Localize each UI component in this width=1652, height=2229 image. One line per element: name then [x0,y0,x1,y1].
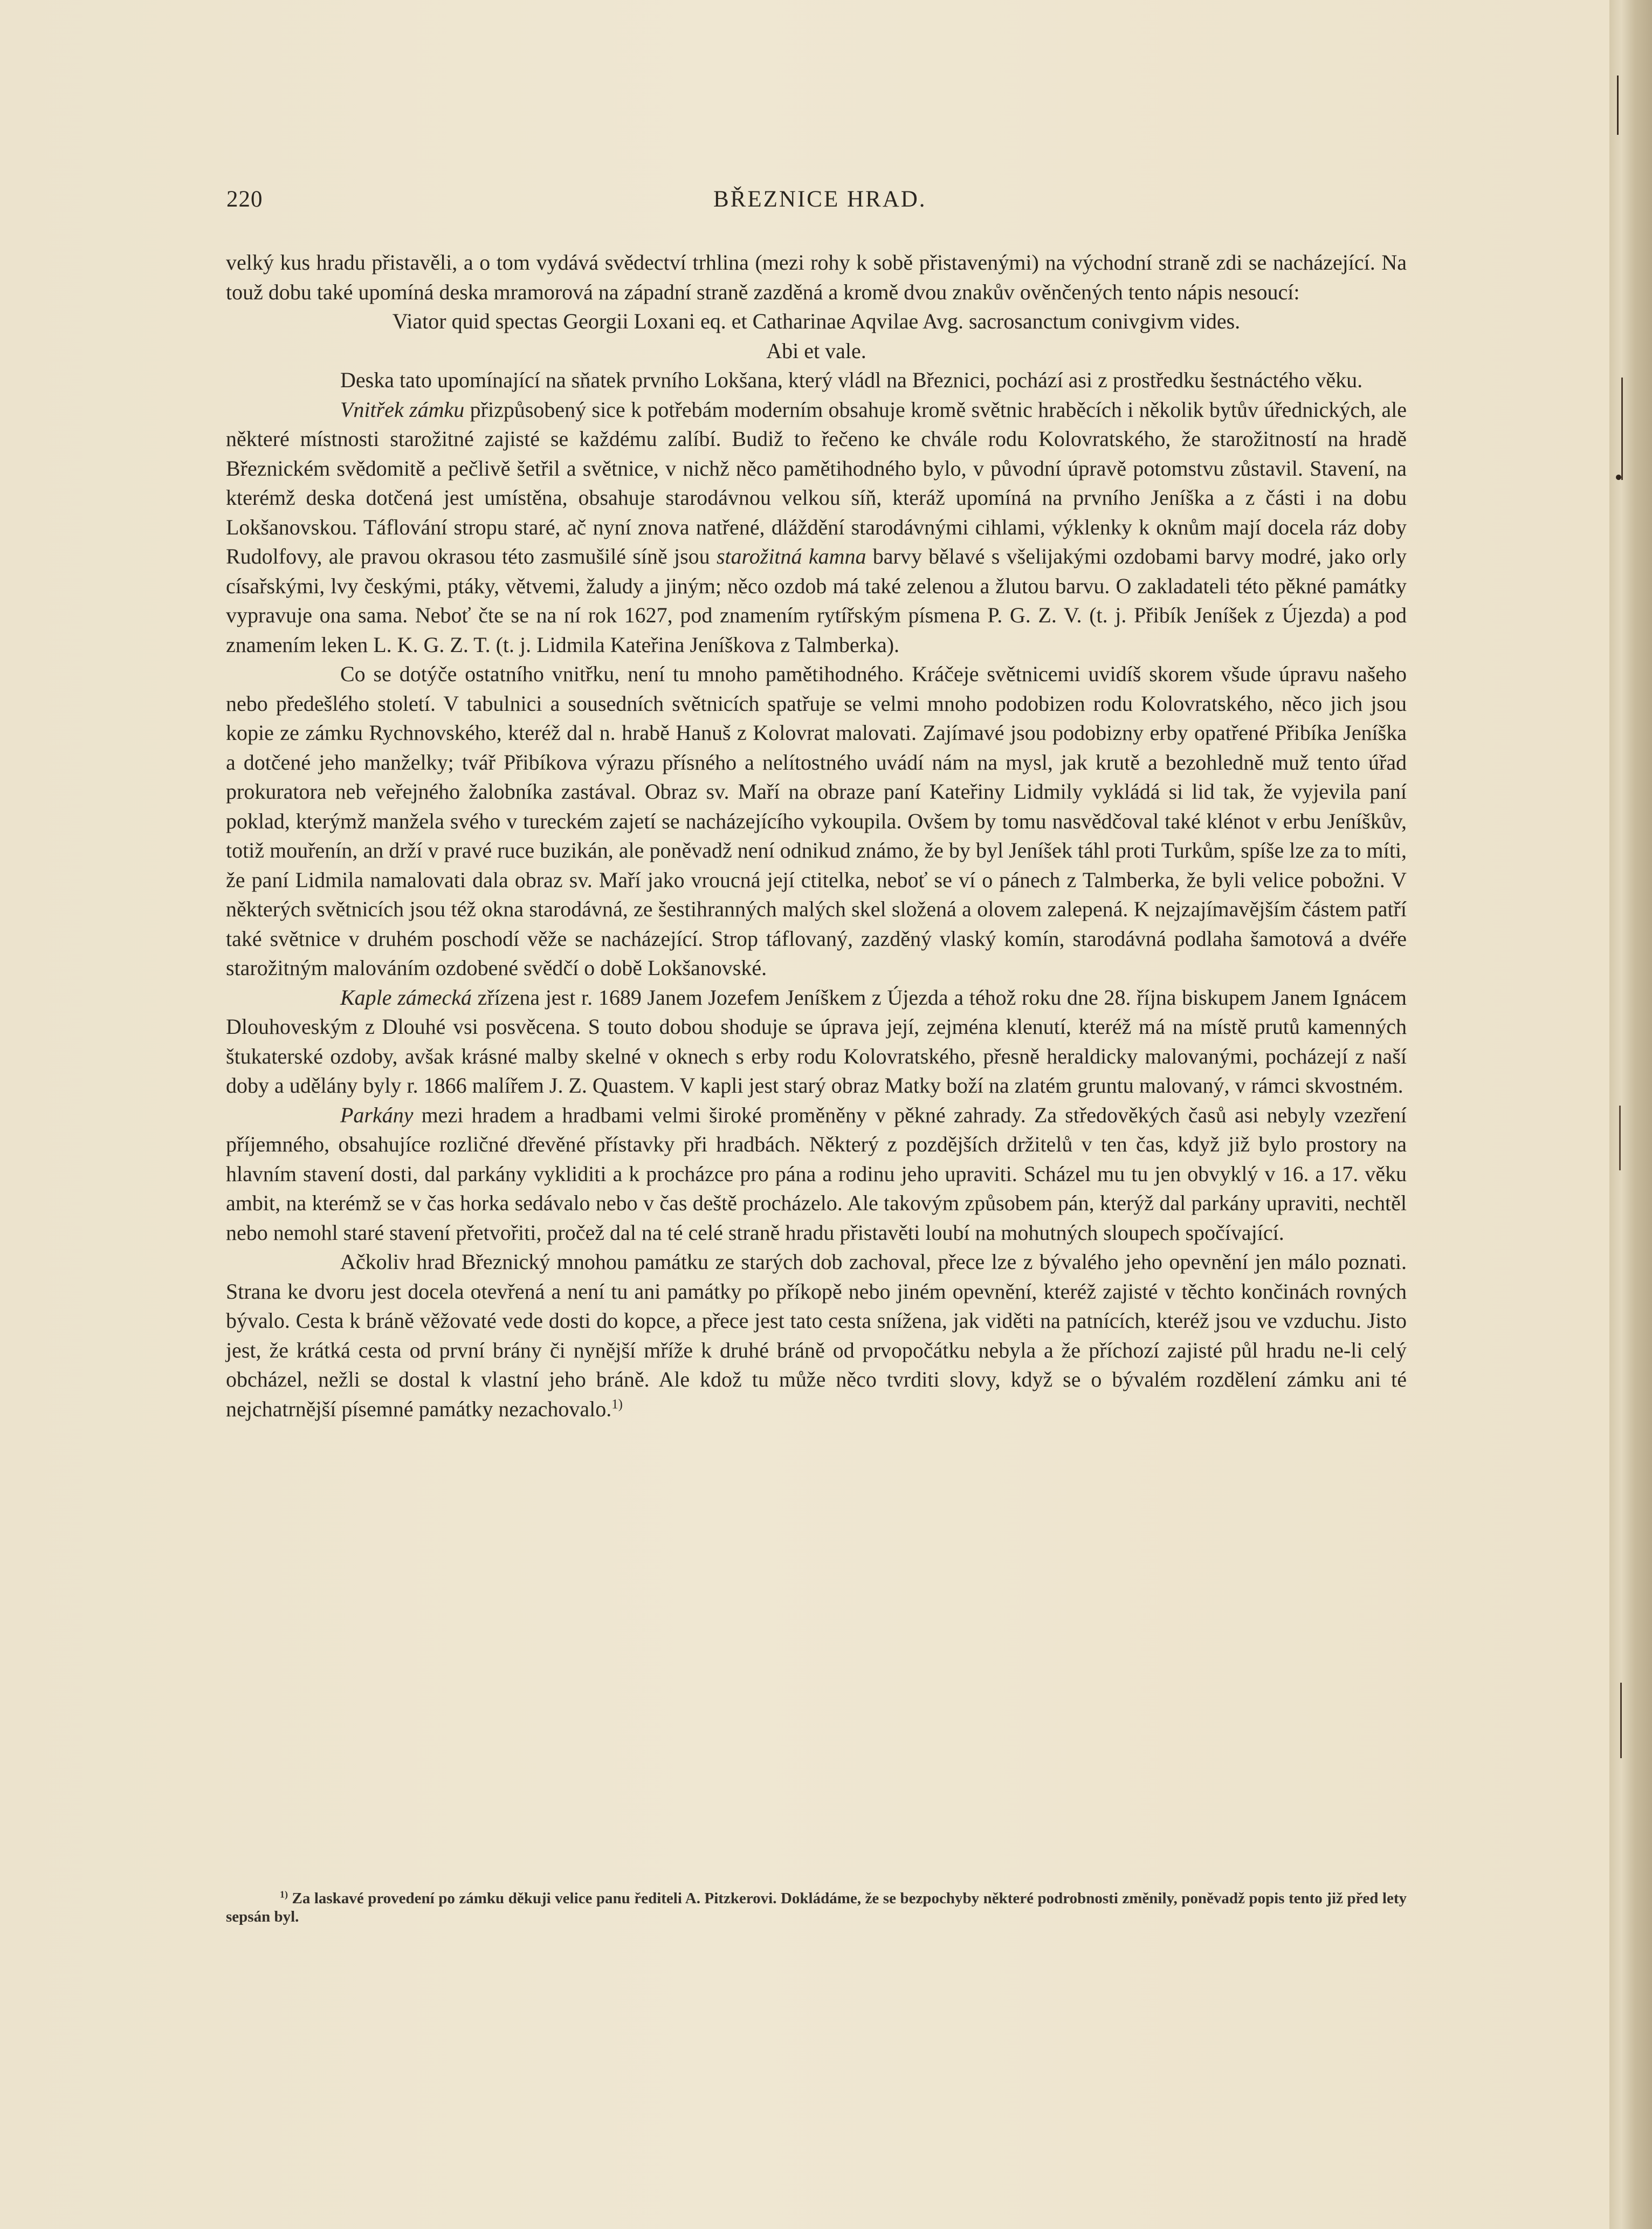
edge-ink-dot [1616,475,1621,480]
inscription-line-1: Viator quid spectas Georgii Loxani eq. et Catharinae Aqvilae Avg. sacrosanctum conivgivm vides. [392,309,1241,333]
footnote-text: Za laskavé provedení po zámku děkuji velice panu řediteli A. Pitzkerovi. Dokládáme, že se bezpochyby některé podrobnosti změnily, poněvadž popis tento již před lety sepsán byl. [226,1890,1407,1925]
heading-vnitrek-zamku: Vnitřek zámku [340,397,465,422]
paragraph-3-part-a: přizpůsobený sice k potřebám moderním obsahuje kromě světnic hraběcích i několik bytův úřednických, ale některé místnosti starožitné zajisté se každému zalíbí. Budiž to řečeno ke chvále rodu Kolovratského, že starožitností na hradě Březnickém svědomitě a pečlivě šetřil a světnice, v nichž něco pamětihodného bylo, v původní úpravě potomstvu zůstavil. Stavení, na kterémž deska dotčená jest umístěna, obsahuje starodávnou velkou síň, kteráž upomíná na prvního Jeníška a z části i na dobu Lokšanovskou. Táflování stropu staré, ač nyní znova natřené, dláždění starodávnými cihlami, výklenky k oknům mají docela ráz doby Rudolfovy, ale pravou okrasou této zasmušilé síně jsou [226,397,1407,568]
paragraph-3 [226,395,1407,660]
paragraph-6-text: mezi hradem a hradbami velmi široké proměněny v pěkné zahrady. Za středověkých časů asi nebyly vzezření příjemného, obsahujíce rozličné dřevěné přístavky při hradbách. Některý z pozdějších držitelů v ten čas, když již bylo prostory na hlavním stavení dosti, dal parkány vykliditi a k procházce pro pána a rodinu jeho upraviti. Scházel mu tu jen obvyklý v 16. a 17. věku ambit, na kterémž se v čas horka sedávalo nebo v čas deště procházelo. Ale takovým způsobem pán, kterýž dal parkány upraviti, nechtěl nebo nemohl staré stavení přetvořiti, pročež dal na té celé straně hradu přistavěti loubí na mohutných sloupech spočívající. [226,1102,1407,1245]
paragraph-5 [226,983,1407,1101]
heading-kaple-zamecka: Kaple zámecká [340,985,472,1010]
edge-stain-mark [1620,1683,1622,1758]
footnote-marker: 1) [280,1889,288,1900]
edge-stain-mark [1621,378,1623,480]
paragraph-6 [226,1101,1407,1248]
page-edge-binding [1609,0,1652,2229]
term-starozitna-kamna: starožitná kamna [716,544,866,568]
paragraph-3-part-b: barvy bělavé s všelijakými ozdobami barvy modré, jako orly císařskými, lvy českými, ptáky, větvemi, žaludy a jiným; něco ozdob má také zelenou a žlutou barvu. O zakladateli této pěkné památky vypravuje ona sama. Neboť čte se na ní rok 1627, pod znamením rytířským písmena P. G. Z. V. (t. j. Přibík Jeníšek z Újezda) a pod znamením leken L. K. G. Z. T. (t. j. Lidmila Kateřina Jeníškova z Talmberka). [226,544,1407,657]
paragraph-2: Deska tato upomínající na sňatek prvního Lokšana, který vládl na Březnici, pochází asi z prostředku šestnáctého věku. [340,368,1363,392]
paragraph-7-text: Ačkoliv hrad Březnický mnohou památku ze starých dob zachoval, přece lze z bývalého jeho opevnění jen málo poznati. Strana ke dvoru jest docela otevřená a není tu ani památky po příkopě nebo jiném opevnění, kteréž zajisté v těchto končinách rovných bývalo. Cesta k bráně věžovaté vede dosti do kopce, a přece jest tato cesta snížena, jak viděti na patnících, kteréž jsou ve vzduchu. Jisto jest, že krátká cesta od první brány či nynější mříže k druhé bráně od prvopočátku nebyla a že příchozí zajisté půl hradu ne-li celý obcházel, nežli se dostal k vlastní jeho bráně. Ale kdož tu může něco tvrditi slovy, když se o bývalém rozdělení zámku ani té nejchatrnější písemné památky nezachovalo. [226,1250,1407,1421]
paragraph-4: Co se dotýče ostatního vnitřku, není tu mnoho pamětihodného. Kráčeje světnicemi uvidíš skorem všude úpravu našeho nebo předešlého století. V tabulnici a sousedních světnicích spatřuje se velmi mnoho podobizen rodu Kolovratského, něco jich jsou kopie ze zámku Rychnovského, kteréž dal n. hrabě Hanuš z Kolovrat malovati. Zajímavé jsou podobizny erby opatřené Přibíka Jeníška a dotčené jeho manželky; tvář Přibíkova výrazu přísného a nelítostného uvádí nám na mysl, jak krutě a bezohledně muž tento úřad prokuratora neb veřejného žalobníka zastával. Obraz sv. Maří na obraze paní Kateřiny Lidmily vykládá si lid tak, že vyjevila paní poklad, kterýmž manžela svého v tureckém zajetí se nacházejícího vykoupila. Ovšem by tomu nasvědčoval také klénot v erbu Jeníškův, totiž mouřenín, an drží v pravé ruce buzikán, ale poněvadž není odnikud známo, že by byl Jeníšek táhl proti Turkům, spíše lze za to míti, že paní Lidmila namalovati dala obraz sv. Maří jako vroucná její ctitelka, neboť se ví o pánech z Talmberka, že byli velice pobožni. V některých světnicích jsou též okna starodávná, ze šestihranných malých skel složená a olovem zalepená. K nejzajímavějším částem patří také světnice v druhém poschodí věže se nacházející. Strop táflovaný, zazděný vlaský komín, starodávná podlaha šamotová a dvéře starožitným malováním ozdobené svědčí o době Lokšanovské. [226,662,1407,980]
page-number: 220 [226,187,263,212]
running-title: BŘEZNICE HRAD. [713,187,927,212]
footnote-reference: 1) [611,1397,623,1412]
edge-stain-mark [1619,1106,1621,1170]
running-header [226,186,1413,218]
main-text [226,248,1407,1424]
paragraph-1: velký kus hradu přistavěli, a o tom vydává svědectví trhlina (mezi rohy k sobě přistavenými) na východní straně zdi se nacházející. Na touž dobu také upomíná deska mramorová na západní straně zazděná a kromě dvou znakův ověnčených tento nápis nesoucí: [226,250,1407,304]
paragraph-5-text: zřízena jest r. 1689 Janem Jozefem Jeníškem z Újezda a téhož roku dne 28. října biskupem Janem Ignácem Dlouhoveským z Dlouhé vsi posvěcena. S touto dobou shoduje se úprava její, zejména klenutí, kteréž má na místě prutů kamenných štukaterské ozdoby, avšak krásné malby skelné v oknech s erby rodu Kolovratského, přesně heraldicky malovanými, pocházejí z naší doby a udělány byly r. 1866 malířem J. Z. Quastem. V kapli jest starý obraz Matky boží na zlatém gruntu malovaný, v rámci skvostném. [226,985,1407,1098]
inscription-line-2: Abi et vale. [766,338,866,363]
footnote [226,1889,1407,1926]
edge-stain-mark [1617,76,1619,135]
heading-parkany: Parkány [340,1102,414,1127]
paragraph-7 [226,1247,1407,1424]
